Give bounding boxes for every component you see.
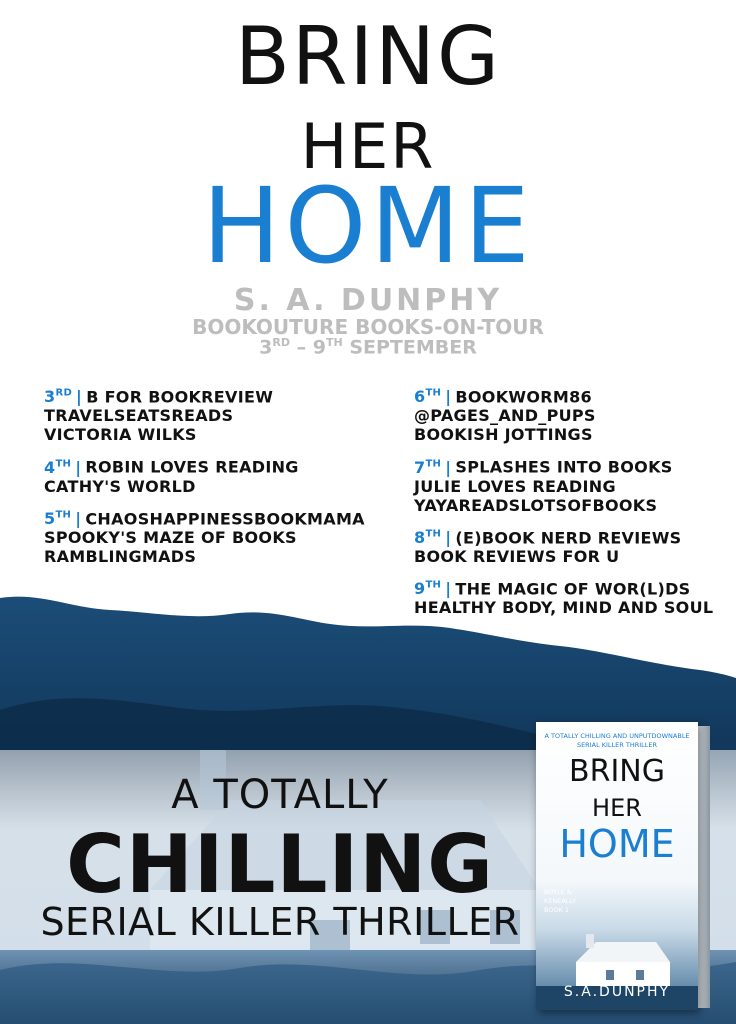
schedule-day-8 [414, 525, 724, 566]
book-cover [536, 722, 710, 1010]
blog-name: (E)BOOK NERD REVIEWS [455, 527, 682, 547]
divider: | [75, 508, 82, 528]
tagline-line-2: CHILLING [66, 818, 494, 911]
blog-name: SPLASHES INTO BOOKS [455, 457, 673, 477]
book-spine [698, 726, 710, 1008]
book-author: S.A.DUNPHY [563, 984, 671, 1000]
author-name: S. A. DUNPHY [233, 283, 503, 318]
book-front [536, 722, 698, 1010]
tour-dash: – [296, 336, 307, 359]
tour-name: BOOKOUTURE BOOKS-ON-TOUR [192, 315, 544, 339]
blog-entry [44, 477, 374, 496]
blog-name: B FOR BOOKREVIEW [86, 387, 274, 407]
tagline-text-1: A TOTALLY [171, 772, 389, 818]
tour-end-suffix: TH [325, 336, 343, 349]
schedule-left-column [44, 384, 374, 576]
blog-name: CATHY'S WORLD [44, 476, 196, 496]
blog-name: TRAVELSEATSREADS [44, 406, 234, 426]
blog-entry [44, 506, 374, 528]
book-title-1: BRING [569, 754, 665, 789]
book-title-2: HER [592, 794, 642, 822]
day-number: 9TH [414, 579, 442, 599]
day-number: 3RD [44, 387, 73, 407]
blog-name: SPOOKY'S MAZE OF BOOKS [44, 527, 297, 547]
book-title-3: HOME [559, 822, 675, 866]
tour-start-day: 3 [259, 336, 273, 359]
title-line-3: HOME [202, 165, 534, 287]
blog-entry [414, 406, 724, 425]
schedule-day-4 [44, 454, 374, 495]
blog-entry [414, 425, 724, 444]
blog-entry [414, 525, 724, 547]
tour-end-day: 9 [312, 336, 326, 359]
blog-name: JULIE LOVES READING [414, 476, 616, 496]
blog-name: @PAGES_AND_PUPS [414, 406, 596, 426]
schedule-day-6 [414, 384, 724, 444]
blog-name: BOOKWORM86 [455, 387, 592, 407]
blog-entry [44, 425, 374, 444]
blog-entry [44, 454, 374, 476]
blog-name: BOOK REVIEWS FOR U [414, 546, 620, 566]
divider: | [445, 527, 452, 547]
divider: | [445, 457, 452, 477]
tagline-line-3: SERIAL KILLER THRILLER [40, 900, 520, 944]
blog-name: HEALTHY BODY, MIND AND SOUL [414, 598, 714, 618]
day-number: 4TH [44, 457, 72, 477]
blog-entry [44, 384, 374, 406]
book-series: BOYLE & KENEALLY BOOK 1 [544, 888, 577, 914]
blog-entry [414, 496, 724, 515]
day-number: 5TH [44, 508, 72, 528]
book-tagline: A TOTALLY CHILLING AND UNPUTDOWNABLE SERIAL KILLER THRILLER [544, 732, 690, 749]
blog-name: VICTORIA WILKS [44, 425, 197, 445]
tour-month: SEPTEMBER [349, 336, 477, 359]
day-number: 8TH [414, 527, 442, 547]
blog-name: CHAOSHAPPINESSBOOKMAMA [85, 508, 365, 528]
blog-name: YAYAREADSLOTSOFBOOKS [414, 495, 658, 515]
title-line-2: HER [300, 110, 436, 183]
blog-entry [44, 547, 374, 566]
title-line-1: BRING [235, 10, 501, 103]
blog-name: BOOKISH JOTTINGS [414, 425, 593, 445]
tour-start-suffix: RD [272, 336, 290, 349]
divider: | [445, 387, 452, 407]
blog-entry [414, 477, 724, 496]
schedule-day-7 [414, 454, 724, 514]
blog-name: THE MAGIC OF WOR(L)DS [455, 579, 691, 599]
blog-entry [414, 384, 724, 406]
blog-name: ROBIN LOVES READING [85, 457, 299, 477]
blog-entry [44, 406, 374, 425]
blog-entry [414, 547, 724, 566]
blog-entry [44, 528, 374, 547]
tagline-line-1 [0, 772, 560, 818]
schedule-day-5 [44, 506, 374, 566]
divider: | [76, 387, 83, 407]
divider: | [75, 457, 82, 477]
blog-entry [414, 454, 724, 476]
day-number: 7TH [414, 457, 442, 477]
divider: | [445, 579, 452, 599]
tour-dates [0, 336, 736, 358]
blog-name: RAMBLINGMADS [44, 546, 197, 566]
schedule-day-3 [44, 384, 374, 444]
day-number: 6TH [414, 387, 442, 407]
